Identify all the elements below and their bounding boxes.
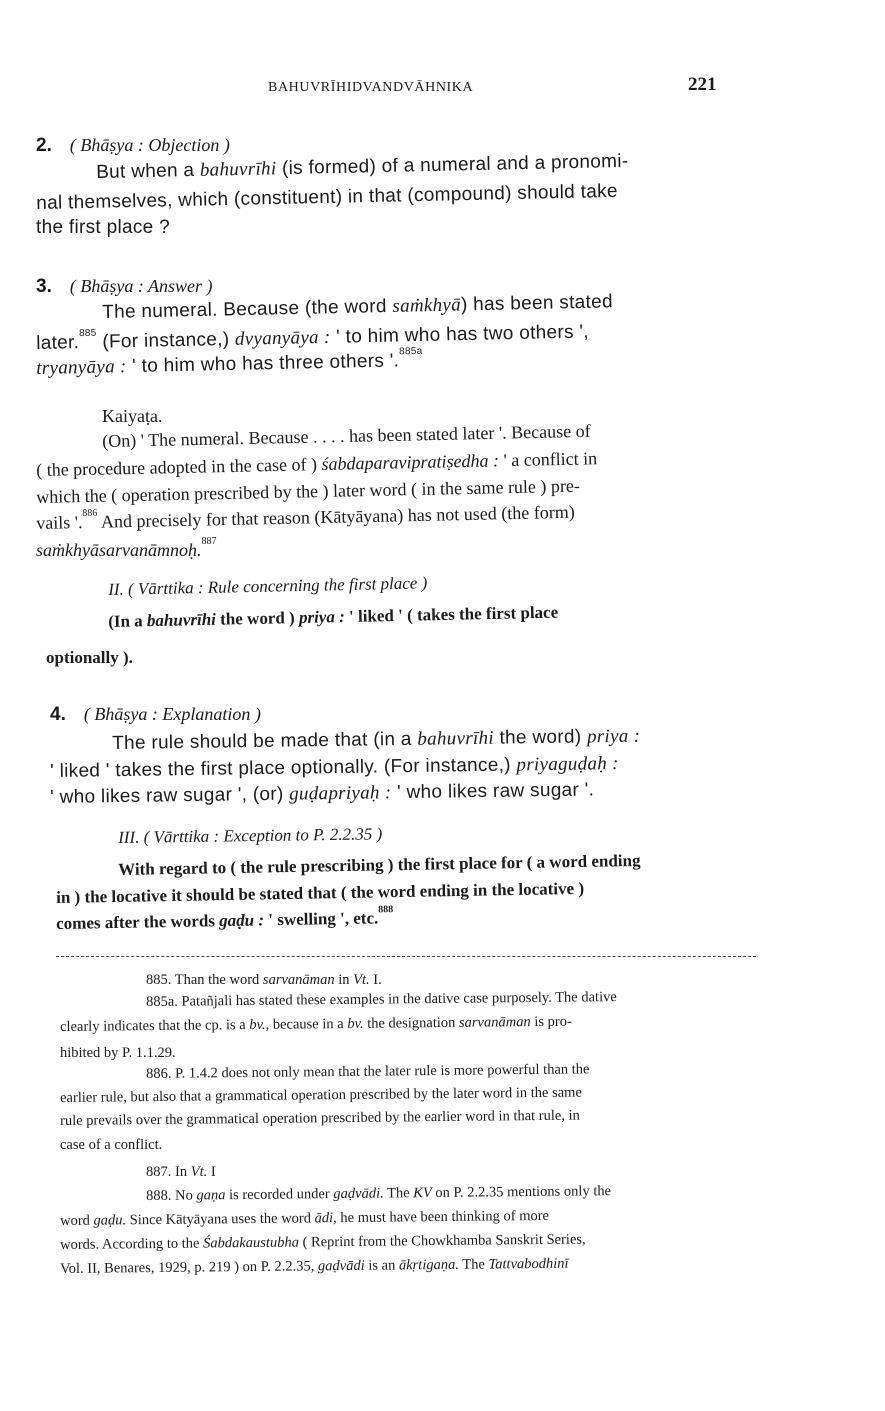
section-2-heading (36, 135, 230, 157)
text-line: ' liked ' takes the first place optionally. (For instance,) priyaguḍaḥ : (50, 753, 619, 782)
section-number: 2. (36, 135, 52, 156)
text-line: in ) the locative it should be stated that ( the word ending in the locative ) (56, 878, 585, 907)
section-number: 3. (36, 276, 52, 297)
page-number: 221 (688, 74, 717, 95)
text-line: With regard to ( the rule prescribing ) the first place for ( a word ending (118, 850, 641, 879)
text-line: tryanyāya : ' to him who has three others '.$^{885a}$ (36, 345, 423, 379)
section-heading-text: ( Bhāṣya : Answer ) (69, 276, 213, 296)
footnote-divider (56, 956, 756, 957)
footnote-888-line: Vol. II, Benares, 1929, p. 219 ) on P. 2.2.35, gaḍvādi is an ākṛtigaṇa. The Tattvabodhinī (60, 1255, 569, 1277)
footnote-886-line: rule prevails over the grammatical operation prescribed by the earlier word in that rule, in (60, 1107, 580, 1129)
text-line: comes after the words gaḍu : ' swelling ', etc.$^{888}$ (56, 904, 394, 933)
text-line: The rule should be made that (in a bahuvrīhi the word) priya : (112, 725, 641, 754)
text-line: (In a bahuvrīhi the word ) priya : ' liked ' ( takes the first place (108, 602, 559, 631)
footnote-888-line: word gaḍu. Since Kātyāyana uses the word ādi, he must have been thinking of more (60, 1207, 550, 1229)
footnote-888-line: words. According to the Śabdakaustubha ( Reprint from the Chowkhamba Sanskrit Series, (60, 1231, 586, 1253)
text-line: which the ( operation prescribed by the ) later word ( in the same rule ) pre- (36, 475, 581, 507)
text-line: saṁkhyāsarvanāmnoḥ.$^{887}$ (36, 536, 217, 560)
varttika-2-heading: II. ( Vārttika : Rule concerning the first place ) (108, 573, 428, 599)
footnote-886-line: case of a conflict. (60, 1137, 163, 1153)
section-heading-text: ( Bhāṣya : Objection ) (69, 135, 230, 155)
running-title: BAHUVRĪHIDVANDVĀHNIKA (268, 80, 474, 95)
footnote-886-line: 886. P. 1.4.2 does not only mean that the later rule is more powerful than the (146, 1061, 590, 1082)
text-line: optionally ). (46, 648, 133, 667)
text-line: But when a bahuvrīhi (is formed) of a numeral and a pronomi- (96, 150, 629, 183)
footnote-887: 887. In Vt. I (146, 1164, 216, 1180)
section-4-heading (50, 704, 261, 726)
section-heading-text: ( Bhāṣya : Explanation ) (83, 704, 261, 724)
text-line: The numeral. Because (the word saṁkhyā) has been stated (102, 291, 614, 323)
footnote-885a-line: hibited by P. 1.1.29. (60, 1045, 176, 1061)
text-line: nal themselves, which (constituent) in that (compound) should take (36, 180, 618, 214)
text-line: the first place ? (36, 217, 170, 238)
text-line: vails '.$^{886}$ And precisely for that reason (Kātyāyana) has not used (the form) (36, 501, 575, 533)
footnote-886-line: earlier rule, but also that a grammatical operation prescribed by the later word in the same (60, 1084, 582, 1106)
text-line: later.$^{885}$ (For instance,) dvyanyāya : ' to him who has two others ', (36, 321, 590, 354)
text-line: ( the procedure adopted in the case of ) śabdaparavipratiṣedha : ' a conflict in (36, 448, 598, 480)
kaiyata-title: Kaiyaṭa. (102, 406, 163, 426)
varttika-3-heading: III. ( Vārttika : Exception to P. 2.2.35 ) (118, 824, 383, 847)
footnote-888-line: 888. No gaṇa is recorded under gaḍvādi. The KV on P. 2.2.35 mentions only the (146, 1183, 612, 1204)
footnote-885a-line: 885a. Patañjali has stated these examples in the dative case purposely. The dative (146, 989, 617, 1010)
section-number: 4. (50, 704, 66, 725)
section-3-heading (36, 276, 213, 298)
text-line: (On) ' The numeral. Because . . . . has been stated later '. Because of (102, 420, 591, 451)
footnote-885: 885. Than the word sarvanāman in Vt. I. (146, 972, 382, 988)
footnote-885a-line: clearly indicates that the cp. is a bv., because in a bv. the designation sarvanāman is pro- (60, 1013, 572, 1035)
text-line: ' who likes raw sugar ', (or) guḍapriyaḥ : ' who likes raw sugar '. (50, 779, 595, 808)
